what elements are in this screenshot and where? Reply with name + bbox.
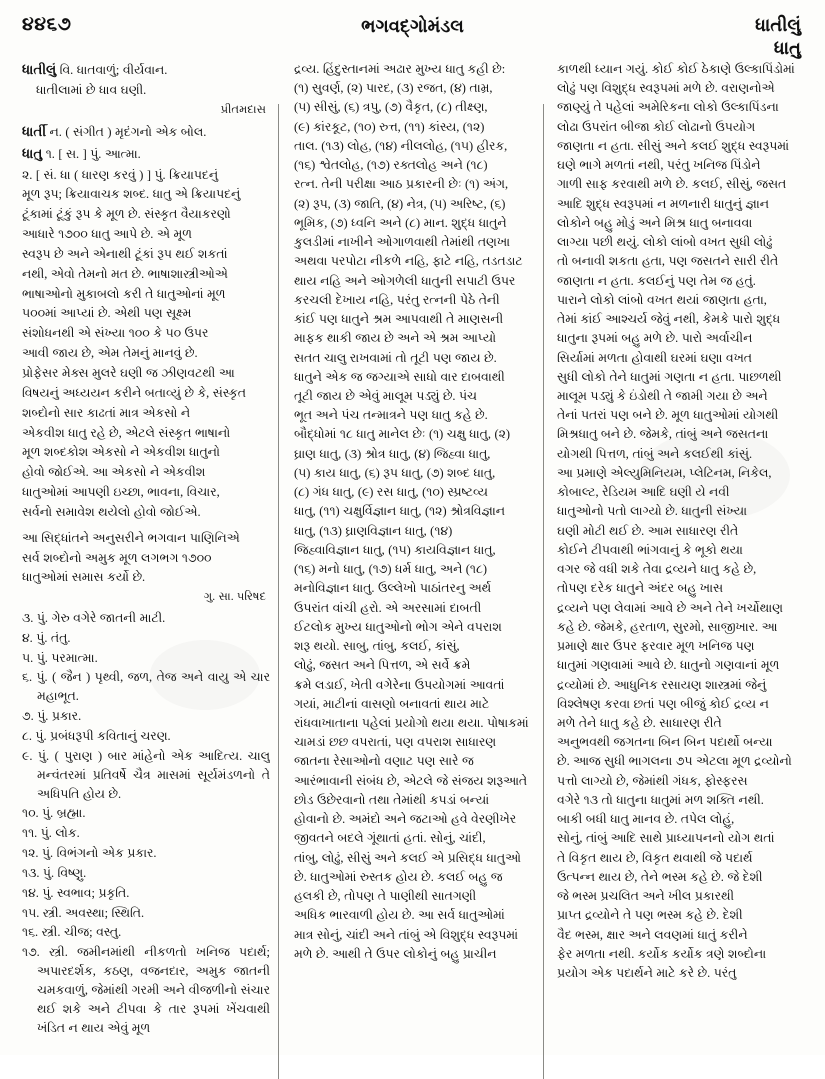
- sense-1-text: ૧. [ સ. ] પું. આત્મા.: [45, 147, 141, 162]
- column-3-line: વિશ્લેષણ કરવા છતાં પણ બીજું કોઈ દ્રવ્ય ન: [557, 696, 769, 711]
- column-3-line: લોઢા ઉપરાંત બીજા કોઈ લોઢાનો ઉપયોગ: [557, 119, 756, 134]
- sense-2-line: આધારે ૧૭૦૦ ધાતુ આપે છે. એ મૂળ: [22, 227, 192, 242]
- column-3-line: લોકોને બહુ મોડું અને મિશ્ર ધાતુ બનાવવા: [557, 215, 753, 230]
- numbered-sense: ૧૬. સ્ત્રી. ચીજ; વસ્તુ.: [22, 925, 122, 940]
- column-2-line: (૫) સીસું, (૬) ત્રપુ, (૭) વૈકૃત, (૮) તીક્ષ્ણ,: [294, 100, 488, 115]
- sense-2-block: [22, 166, 270, 522]
- numbered-sense: ૧૩. પું. વિષ્ણુ.: [22, 865, 87, 880]
- column-3-line: કોઈને ટીપવાથી ભાંગવાનું કે ભૂકો થયા: [557, 542, 743, 557]
- sense-2-line: પ્રોફેસર મેક્સ મુલરે ઘણી જ ઝીણવટથી આ: [22, 366, 235, 381]
- column-2-line: ભૂત અને પંચ તન્માત્રને પણ ધાતુ કહે છે.: [294, 408, 488, 423]
- column-3-line: બાકી બધી ધાતુ માનવ છે. તપેલ લોહું,: [557, 812, 735, 827]
- definition-dhatilu: વિ. ધાતવાળું; વીર્યવાન.: [59, 63, 168, 77]
- column-2-line: ઘ્રાણ ધાતુ, (૩) શ્રોત્ર ધાતુ, (૪) જિહ્વા ધાતુ,: [294, 446, 491, 461]
- column-2-line: બૌદ્ધોમાં ૧૮ ધાતુ માનેલ છેઃ (૧) ચક્ષુ ધાતુ, (૨): [294, 427, 510, 442]
- column-3-line: જે ભસ્મ પ્રચલિત અને ખીલ પ્રકારથી: [557, 889, 735, 904]
- column-3-line: પ્રમાણે ક્ષાર ઉપર ફરવાર મૂળ ખનિજ પણ: [557, 639, 755, 654]
- definition-dharti: ન. ( સંગીત ) મૃદંગનો એક બોલ.: [49, 124, 207, 139]
- column-2-line: તાલ. (૧૩) લોહ, (૧૪) નીલલોહ, (૧૫) હીરક,: [294, 138, 508, 153]
- column-3-line: સોનું, તાંબું આદિ સાથે પ્રાધ્યાપનનો યોગ થતાં: [557, 831, 775, 846]
- folio-number: ૪૪૬૭: [22, 14, 72, 35]
- sense-2-para2-line: સર્વ શબ્દોનો અમુક મૂળ લગભગ ૧૭૦૦: [22, 550, 212, 565]
- column-3-line: પત્તો લાગ્યો છે, જેમાંથી ગંધક, ફોસ્ફરસ: [557, 773, 748, 788]
- column-3-line: અનુભવથી જગતના બિન બિન પદાર્થો બન્યા: [557, 735, 773, 750]
- sense-2-line: મૂળ રૂપ; ક્રિયાવાચક શબ્દ. ધાતુ એ ક્રિયાપદનું: [22, 187, 241, 202]
- text-column-1: [22, 60, 270, 1050]
- numbered-sense: ૮. પું. પ્રબંધરૂપી કવિતાનું ચરણ.: [22, 728, 171, 743]
- column-2-line: રાંધવાખાતાના પહેલાં પ્રયોગો થયા થયા. પોષાકમાં: [294, 715, 529, 730]
- column-3-line: સિર્યામાં મળતા હોવાથી ઘરમાં ઘણા વખત: [557, 350, 752, 365]
- column-3-line: વગર જે વધી શકે તેવા દ્રવ્યને ધાતુ કહે છે,: [557, 562, 757, 577]
- column-2-line: (૧૬) મનો ધાતુ, (૧૭) ધર્મ ધાતુ, અને (૧૮): [294, 562, 487, 577]
- column-2-line: કરચલી દેખાય નહિ, પરંતુ રત્નની પેઠે તેની: [294, 292, 500, 307]
- sense-2-line: એકવીશ ધાતુ રહે છે, એટલે સંસ્કૃત ભાષાનો: [22, 425, 231, 440]
- sense-2-para2-line: ધાતુઓમાં સમાસ કર્યો છે.: [22, 570, 146, 585]
- column-2-line: ઈટલોક મુખ્ય ધાતુઓનો ભોગ એને વપરાશ: [294, 619, 502, 634]
- column-3-line: માલૂમ પડ્યું કે ઇંડોથી તે જામી ગયા છે અને: [557, 388, 768, 403]
- column-2-line: અધિક ભારવાળી હોય છે. આ સર્વ ધાતુઓમાં: [294, 908, 505, 923]
- column-2-line: રત્ન. તેની પરીક્ષા આઠ પ્રકારની છેઃ (૧) અંગ,: [294, 177, 509, 192]
- column-2-line: (૫) કાય ધાતુ, (૬) રૂપ ધાતુ, (૭) શબ્દ ધાતુ,: [294, 465, 496, 480]
- sense-2-line: શબ્દોનો સાર કાઢતાં માત્ર એકસો ને: [22, 405, 191, 420]
- column-3-line: પ્રાપ્ત દ્રવ્યોને તે પણ ભસ્મ કહે છે. દેશી: [557, 908, 743, 923]
- column-3-line: લાગ્યા પછી થયું. લોકો લાંબો વખત સુધી લોઢું: [557, 235, 773, 250]
- headword-dhatilu: ધાતીલું: [22, 62, 57, 77]
- text-column-3: [557, 60, 803, 1050]
- column-2-line: થાય નહિ અને ઓગળેલી ધાતુની સપાટી ઉપર: [294, 273, 516, 288]
- column-3-line: વગેરે ૧૩ તો ધાતુના ધાતુમાં મળ શક્તિ નથી.: [557, 792, 764, 807]
- column-2-line: કુલડીમાં નાખીને ઓગાળવાથી તેમાંથી તણખા: [294, 235, 511, 250]
- entry-dharti: [22, 122, 270, 142]
- column-2-line: ધાતુ, (૧૩) ઘ્રાણવિજ્ઞાન ધાતુ, (૧૪): [294, 523, 453, 538]
- numbered-sense: ૫. પું. પરમાત્મા.: [22, 650, 98, 665]
- column-3-line: આદિ શુદ્ધ સ્વરૂપમાં ન મળનારી ધાતુનું જ્ઞાન: [557, 196, 770, 211]
- column-2-line: (૨) રૂપ, (૩) જાતિ, (૪) નેત્ર, (૫) અરિષ્ટ, (૬): [294, 196, 506, 211]
- column-2-line: છોડ ઉછેરવાનો તથા તેમાંથી કપડાં બન્યાં: [294, 792, 490, 807]
- numbered-sense: ૩. પું. ગેરુ વગેરે જાતની માટી.: [22, 610, 166, 625]
- column-2-line: જાતના રેસાઓનો વણાટ પણ સારે જ: [294, 754, 474, 769]
- column-2-line: જિહ્વાવિજ્ઞાન ધાતુ, (૧૫) કાયવિજ્ઞાન ધાતુ,: [294, 542, 496, 557]
- attribution-pritamdas: પ્રીતમદાસ: [220, 103, 266, 117]
- sense-2-line: ૫૦૦માં આપ્યાં છે. એથી પણ સૂક્ષ્મ: [22, 306, 192, 321]
- column-2-line: દ્રવ્ય. હિંદુસ્તાનમાં અઢાર મુખ્ય ધાતુ કહી છે:: [294, 62, 506, 76]
- sense-2-para2-line: આ સિદ્ધાંતને અનુસરીને ભગવાન પાણિનિએ: [22, 530, 240, 545]
- column-2-line: ઉપરાંત વાંચી હરો. એ અરસામાં દાબતી: [294, 600, 482, 615]
- sense-2-line: હોવો જોઈએ. આ એકસો ને એકવીશ: [22, 465, 206, 480]
- sense-2-line: ૨. [ સં. ધા ( ધારણ કરવું ) ] પું. ક્રિયાપદનું: [22, 167, 219, 182]
- column-2-line: શરૂ થયો. સાબુ, તાંબુ, કલઈ, કાંસું,: [294, 639, 460, 654]
- column-2-line: અથવા પરપોટા નીકળે નહિ, ફાટે નહિ, તડતડાટ: [294, 254, 523, 269]
- column-3-line: પ્રયોગ એક પદાર્થને માટે કરે છે. પરંતુ: [557, 966, 737, 981]
- numbered-sense-list: [22, 609, 270, 1038]
- column-3-line: જાણતા ન હતા. કલઈનું પણ તેમ જ હતું.: [557, 273, 756, 288]
- guide-word-bottom: ધાતુ: [773, 37, 801, 58]
- sense-2-line: વિષયનું અધ્યયન કરીને બતાવ્યું છે કે, સંસ્કૃત: [22, 385, 246, 400]
- quote-dhatilu: ધાતીલામાં છે ધાવ ઘણી.: [36, 83, 147, 98]
- column-2-line: હલકી છે, તોપણ તે પાણીથી સાતગણી: [294, 889, 477, 904]
- column-3-line: કાળથી ધ્યાન ગયું. કોઈ કોઈ ઠેકાણે ઉલ્કાપિંડોમાં: [557, 62, 795, 76]
- column-3-line: મળે તેને ધાતુ કહે છે. સાધારણ રીતે: [557, 715, 722, 730]
- column-3-line: કોબાલ્ટ, રેડિયમ આદિ ઘણી યે નવી: [557, 485, 730, 500]
- entry-dhatilu: [22, 60, 270, 80]
- sense-2-line: સંશોધનથી એ સંખ્યા ૧૦૦ કે ૫૦ ઉપર: [22, 326, 209, 341]
- numbered-sense: ૪. પું. તંતુ.: [22, 630, 71, 645]
- numbered-sense: ૬. પું. ( જૈન ) પૃથ્વી, જળ, તેજ અને વાયુ એ ચાર મહાભૂત.: [22, 670, 270, 704]
- column-3-line: ગાળી સાફ કરવાથી મળે છે. કલઈ, સીસું, જસત: [557, 177, 787, 192]
- column-3-line: દ્રવ્યોમાં છે. આધુનિક રસાયણ શાસ્ત્રમાં જેનું: [557, 677, 767, 692]
- column-2-line: તાંબુ, લોઢું, સીસું અને કલઈ એ પ્રસિદ્ધ ધાતુઓ: [294, 850, 521, 865]
- column-2-line: છે. ધાતુઓમાં રુસ્તક હોય છે. કલઈ બહુ જ: [294, 869, 503, 884]
- column-2-line: માફક થાકી જાય છે અને એ શ્રમ આપ્યો: [294, 331, 497, 346]
- column-2-line: (૧૬) શ્વેતલોહ, (૧૭) રક્તલોહ અને (૧૮): [294, 158, 488, 173]
- column-2-line: (૧) સુવર્ણ, (૨) પારદ, (૩) રજત, (૪) તામ્ર,: [294, 81, 493, 96]
- column-2-line: તૂટી જાય છે એવું માલૂમ પડ્યું છે. પંચ: [294, 388, 477, 403]
- sense-2-line: સ્વરૂપ છે અને એનાથી ટૂંકાં રૂપ થઈ શકતાં: [22, 246, 228, 261]
- numbered-sense: ૧૨. પું. વિભંગનો એક પ્રકાર.: [22, 846, 157, 861]
- numbered-sense: ૧૪. પું. સ્વભાવ; પ્રકૃતિ.: [22, 885, 130, 900]
- column-3-line: તોપણ દરેક ધાતુને અંદર બહુ ખાસ: [557, 581, 724, 596]
- column-3-line: લોઢું પણ વિશુદ્ધ સ્વરૂપમાં મળે છે. વરાણનોએ: [557, 81, 775, 96]
- text-column-2: [294, 60, 530, 1050]
- column-3-line: આ પ્રમાણે એલ્યુમિનિયમ, પ્લેટિનમ, નિકેલ,: [557, 465, 772, 480]
- column-3-line: ધાતુઓનો પતો લાગ્યો છે. ધાતુની સંખ્યા: [557, 504, 748, 519]
- column-2-line: કાંઈ પણ ધાતુને શ્રમ આપવાથી તે માણસની: [294, 312, 504, 327]
- column-3-line: ઘણી મોટી થઈ છે. આમ સાધારણ રીતે: [557, 523, 739, 538]
- guide-words: [755, 14, 801, 59]
- column-2-line: ગયાં, માટીનાં વાસણો બનાવતાં થાય માટે: [294, 696, 490, 711]
- column-2-line: હોવાનો છે. અમંદો અને જટાઓ હવે વેરણીખેર: [294, 812, 517, 827]
- column-2-line: જીવતને બદલે ગૂંથાતાં હતાં. સોનું, ચાંદી,: [294, 831, 486, 846]
- column-3-line: ધાતુના રૂપમાં બહુ મળે છે. પારો અર્વાચીન: [557, 331, 753, 346]
- column-3-line: તે વિકૃત થાય છે, વિકૃત થવાથી જે પદાર્થ: [557, 850, 753, 865]
- column-2-line: મળે છે. આથી તે ઉપર લોકોનું બહુ પ્રાચીન: [294, 946, 497, 961]
- column-container: [0, 60, 825, 1050]
- column-3-line: ધાતુમાં ગણવામાં આવે છે. ધાતુનો ગણવાનાં મૂળ: [557, 658, 780, 673]
- sense-2-paragraph-2: [22, 529, 270, 588]
- column-3-line: વૈદ ભસ્મ, ક્ષાર અને લવણમાં ધાતું કરીને: [557, 927, 748, 942]
- book-title: ભગવદ્ગોમંડલ: [361, 16, 464, 36]
- column-2-line: (૯) કાંરકૂટ, (૧૦) રુત્ત, (૧૧) કાંસ્ય, (૧૨): [294, 119, 485, 134]
- column-2-line: મનોવિજ્ઞાન ધાતુ. ઉલ્લેખો પાઠાંતરનુ અર્થ: [294, 581, 492, 596]
- numbered-sense: ૧૧. પું. લોક.: [22, 826, 80, 841]
- entry-dhatu-sense-1: [22, 144, 270, 164]
- sense-2-line: ધાતુઓમાં આપણી ઇચ્છા, ભાવના, વિચાર,: [22, 485, 220, 500]
- column-divider-2: [543, 104, 544, 1079]
- attribution-gu-sa-parishad: ગુ. સા. પરિષદ: [203, 590, 266, 604]
- column-2-line: ક્રમે લડાઈ, ખેતી વગેરેના ઉપયોગમાં આવતાં: [294, 677, 505, 692]
- sense-2-line: નથી, એવો તેમનો મત છે. ભાષાશાસ્ત્રીઓએ: [22, 266, 228, 281]
- column-2-line: ધાતુને એક જ જગ્યાએ સાધો વાર દાબવાથી: [294, 369, 505, 384]
- column-2-line: માત્ર સોનું, ચાંદી અને તાંબું એ વિશુદ્ધ સ્વરૂપમાં: [294, 927, 519, 942]
- column-3-line: છે. આજ સુધી ભાગલના ૭૫ એટલા મૂળ દ્રવ્યોનો: [557, 754, 792, 769]
- guide-word-top: ધાતીલું: [755, 15, 801, 35]
- column-2-line: સતત ચાલુ રાખવામાં તો તૂટી પણ જાય છે.: [294, 350, 497, 365]
- column-3-line: જાણ્યું તે પહેલાં અમેરિકના લોકો ઉલ્કાપિંડના: [557, 100, 779, 115]
- column-3-line: તેમાં કાંઈ આશ્ચર્ય જેવું નથી, કેમકે પારો શુદ્ધ: [557, 312, 781, 327]
- column-2-line: ભૂમિક, (૭) ધ્વનિ અને (૮) માન. શુદ્ધ ધાતુને: [294, 215, 507, 230]
- sense-2-line: મૂળ શબ્દકોશ એકસો ને એકવીશ ધાતુનો: [22, 445, 221, 460]
- sense-2-line: ભાષાઓનો મુકાબલો કરી તે ધાતુઓનાં મૂળ: [22, 286, 226, 301]
- column-3-line: પારાને લોકો લાંબો વખત થયાં જાણતા હતા,: [557, 292, 767, 307]
- column-3-line: ફેર મળતા નથી. કર્યોક કર્યોક ત્રણે શબ્દોના: [557, 946, 767, 961]
- numbered-sense: ૧૦. પું. બ્રહ્મા.: [22, 806, 86, 821]
- column-2-line: ધાતુ, (૧૧) ચક્ષુર્વિજ્ઞાન ધાતુ, (૧૨) શ્રોત્રવિજ્ઞાન: [294, 504, 506, 519]
- headword-dhatu: ધાતુ: [22, 146, 43, 162]
- column-3-line: મિશ્રધાતુ બને છે. જેમકે, તાંબું અને જસતના: [557, 427, 769, 442]
- column-2-line: આરંભાવાની સંબંધ છે, એટલે જે સંજય શરૂઆતે: [294, 773, 528, 788]
- column-2-line: ચામડાં છછ વપરાતાં, પણ વપરાશ સાધારણ: [294, 735, 497, 750]
- column-3-line: તેનાં પતરાં પણ બને છે. મૂળ ધાતુઓમાં યોગથી: [557, 408, 779, 423]
- column-3-line: ઘણે ભાગે મળતાં નથી, પરંતુ ખનિજ પિંડોને: [557, 158, 761, 173]
- column-3-line: યોગથી પિત્તળ, તાંબું અને કલઈથી કાંસું.: [557, 446, 753, 461]
- sense-2-line: આવી જાય છે, એમ તેમનું માનવું છે.: [22, 346, 198, 361]
- column-3-line: દ્રવ્યને પણ લેવામાં આવે છે અને તેને ખર્ચોથાણ: [557, 600, 783, 615]
- sense-2-line: સર્વનો સમાવેશ થયેલો હોવો જોઈએ.: [22, 504, 201, 519]
- running-head: [0, 14, 825, 60]
- column-3-line: કહે છે. જેમકે, હરતાળ, સુરમો, સાજીખાર. આ: [557, 619, 778, 634]
- column-divider-1: [278, 104, 279, 1079]
- headword-dharti: ધાર્તી: [22, 123, 47, 139]
- column-3-line: સુધી લોકો તેને ધાતુમાં ગણતા ન હતા. પાછળથી: [557, 369, 782, 384]
- numbered-sense: ૯. પું. ( પુરાણ ) બાર માંહેનો એક આદિત્ય. ચાલુ મન્વંતરમાં પ્રતિવર્ષે ચૈત્ર માસમાં સૂર્યમંડળનો તે અધિપતિ હોય છે.: [22, 748, 270, 801]
- sense-2-line: ટૂંકામાં ટૂંકું રૂપ કે મૂળ છે. સંસ્કૃત વૈયાકરણો: [22, 207, 231, 222]
- column-2-line: લોઢું, જસત અને પિત્તળ, એ સર્વે ક્રમે: [294, 658, 471, 673]
- column-3-line: તો બનાવી શકતા હતા, પણ જસતને સારી રીતે: [557, 254, 779, 269]
- numbered-sense: ૭. પું. પ્રકાર.: [22, 709, 82, 724]
- column-3-line: જાણતા ન હતા. સીસું અને કલઈ શુદ્ધ સ્વરૂપમાં: [557, 138, 790, 153]
- numbered-sense: ૧૭. સ્ત્રી. જમીનમાંથી નીકળતો ખનિજ પદાર્થ; અપારદર્શક, કઠણ, વજનદાર, અમુક જાતની ચમકવાળું, જેમાંથી ગરમી અને વીજળીનો સંચાર થઈ શકે અને ટીપવા કે તાર રૂપમાં ખેંચવાથી ખંડિત ન થાય એવું મૂળ: [22, 945, 270, 1035]
- numbered-sense: ૧૫. સ્ત્રી. અવસ્થા; સ્થિતિ.: [22, 905, 145, 920]
- column-3-line: ઉત્પન્ન થાય છે, તેને ભસ્મ કહે છે. જે દેશી: [557, 869, 763, 884]
- column-2-line: (૮) ગંધ ધાતુ, (૯) રસ ધાતુ, (૧૦) સ્પ્રષ્ટવ્ય: [294, 485, 488, 500]
